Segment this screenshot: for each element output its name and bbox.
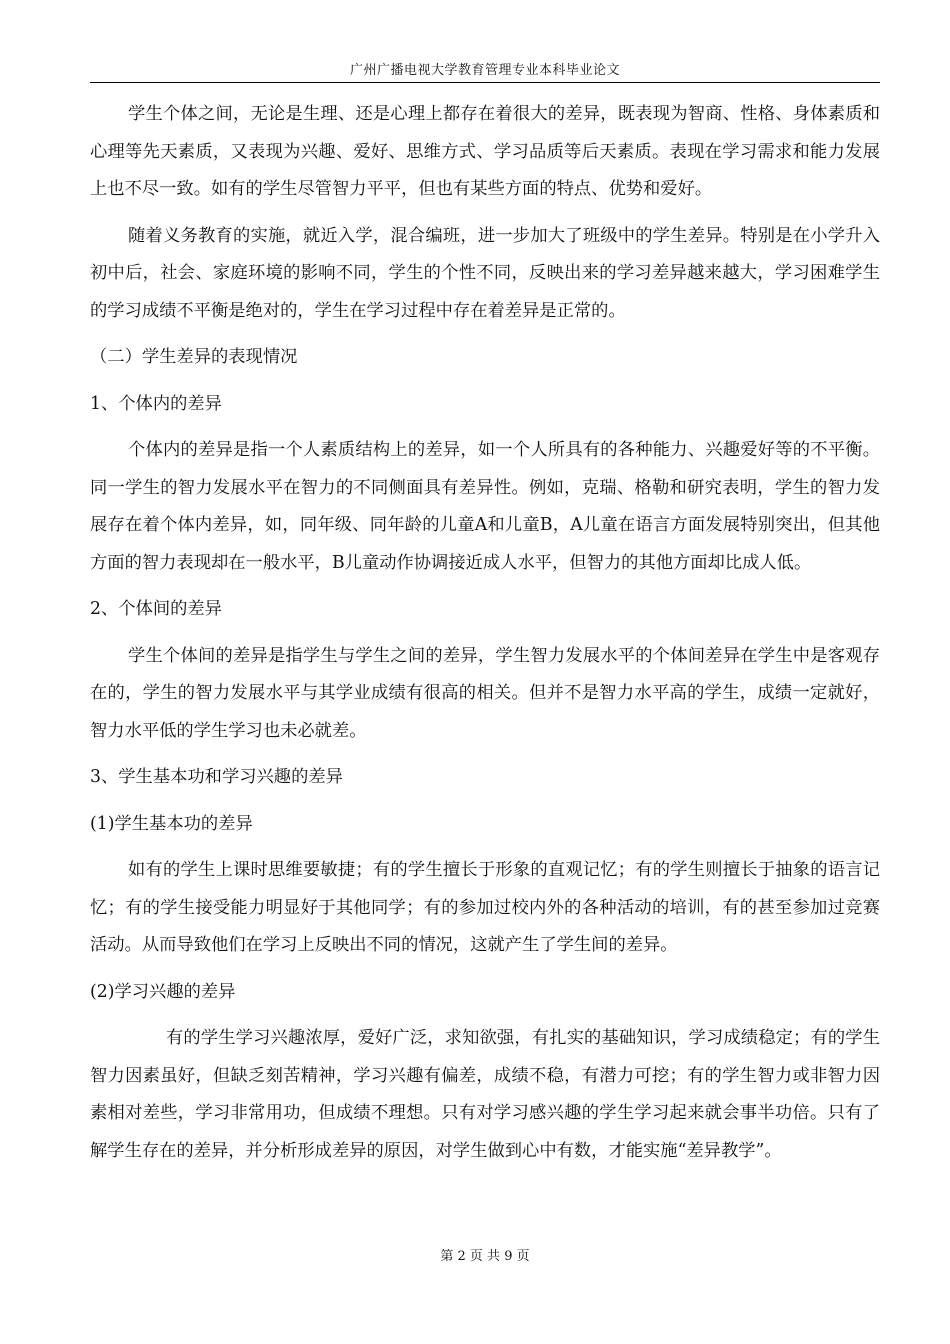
subheading-intra-individual: 1、个体内的差异 [90, 393, 222, 414]
paragraph-learning-interest: 有的学生学习兴趣浓厚，爱好广泛，求知欲强，有扎实的基础知识，学习成绩稳定；有的学生智力因素虽好，但缺乏刻苦精神，学习兴趣有偏差，成绩不稳，有潜力可挖；有的学生智力或非智力因素相对差些，学习非常用功，但成绩不理想。只有对学习感兴趣的学生学习起来就会事半功倍。只有了解学生存在的差异，并分析形成差异的原因，对学生做到心中有数，才能实施“差异教学”。 [90, 1028, 880, 1161]
subheading-learning-interest: (2)学习兴趣的差异 [90, 981, 236, 1002]
paragraph-basic-skills: 如有的学生上课时思维要敏捷；有的学生擅长于形象的直观记忆；有的学生则擅长于抽象的语言记忆；有的学生接受能力明显好于其他同学；有的参加过校内外的各种活动的培训，有的甚至参加过竞赛活动。从而导致他们在学习上反映出不同的情况，这就产生了学生间的差异。 [90, 860, 880, 955]
paragraph-intra-individual: 个体内的差异是指一个人素质结构上的差异，如一个人所具有的各种能力、兴趣爱好等的不平衡。同一学生的智力发展水平在智力的不同侧面具有差异性。例如，克瑞、格勒和研究表明，学生的智力发展存在着个体内差异，如，同年级、同年龄的儿童A和儿童B，A儿童在语言方面发展特别突出，但其他方面的智力表现却在一般水平，B儿童动作协调接近成人水平，但智力的其他方面却比成人低。 [90, 440, 880, 573]
subheading-basic-skills: (1)学生基本功的差异 [90, 813, 253, 834]
section-heading-student-differences: （二）学生差异的表现情况 [90, 347, 298, 367]
paragraph-compulsory-education: 随着义务教育的实施，就近入学，混合编班，进一步加大了班级中的学生差异。特别是在小学升入初中后，社会、家庭环境的影响不同，学生的个性不同，反映出来的学习差异越来越大，学习困难学生的学习成绩不平衡是绝对的，学生在学习过程中存在着差异是正常的。 [90, 225, 880, 321]
subheading-basics-and-interest: 3、学生基本功和学习兴趣的差异 [90, 767, 343, 787]
paragraph-inter-individual: 学生个体间的差异是指学生与学生之间的差异，学生智力发展水平的个体间差异在学生中是客观存在的，学生的智力发展水平与其学业成绩有很高的相关。但并不是智力水平高的学生，成绩一定就好，智力水平低的学生学习也未必就差。 [90, 645, 880, 741]
header-divider [90, 82, 880, 83]
document-body [90, 96, 880, 1179]
page-header: 广州广播电视大学教育管理专业本科毕业论文 [349, 63, 620, 78]
paragraph-individual-differences: 学生个体之间，无论是生理、还是心理上都存在着很大的差异，既表现为智商、性格、身体素质和心理等先天素质，又表现为兴趣、爱好、思维方式、学习品质等后天素质。表现在学习需求和能力发展上也不尽一致。如有的学生尽管智力平平，但也有某些方面的特点、优势和爱好。 [90, 104, 880, 199]
page-number: 第 2 页 共 9 页 [440, 1249, 530, 1264]
subheading-inter-individual: 2、个体间的差异 [90, 599, 222, 619]
